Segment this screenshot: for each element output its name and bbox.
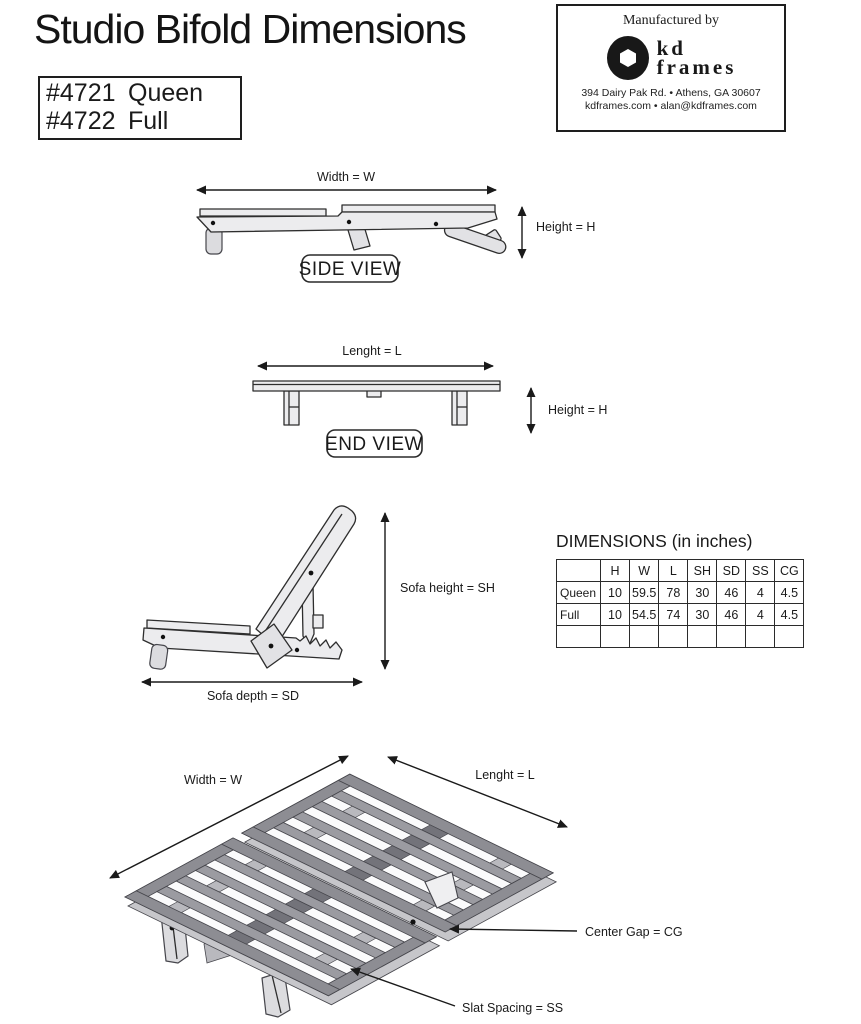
col-header-ss: SS xyxy=(746,560,775,582)
col-header-l: L xyxy=(659,560,688,582)
end-length-label: Lenght = L xyxy=(342,344,402,358)
sofa-front-leg xyxy=(149,644,168,670)
cell: 46 xyxy=(717,604,746,626)
left-leg xyxy=(284,391,299,425)
sofa-depth-label: Sofa depth = SD xyxy=(206,689,300,703)
page-title: Studio Bifold Dimensions xyxy=(34,6,466,52)
manufactured-by-label: Manufactured by xyxy=(622,13,720,28)
contact-line: kdframes.com • alan@kdframes.com xyxy=(585,100,757,112)
slat-spacing-label: Slat Spacing = SS xyxy=(462,1001,564,1015)
side-width-label: Width = W xyxy=(317,170,375,184)
cell: 4.5 xyxy=(775,604,804,626)
brand-line-kd: kd xyxy=(656,36,686,60)
side-view-diagram xyxy=(197,170,595,282)
right-leg xyxy=(452,391,467,425)
row-label: Full xyxy=(557,604,601,626)
end-height-label: Height = H xyxy=(548,403,608,417)
cell: 30 xyxy=(688,604,717,626)
model-size: Full xyxy=(128,107,169,135)
end-view-caption: END VIEW xyxy=(325,434,423,455)
center-gap-arrow xyxy=(450,929,577,931)
platform-slab xyxy=(253,381,500,391)
sofa-height-label: Sofa height = SH xyxy=(400,581,495,595)
cell: 30 xyxy=(688,582,717,604)
sofa-view-diagram xyxy=(142,506,495,703)
col-header-w: W xyxy=(630,560,659,582)
right-top-slat xyxy=(342,205,495,212)
cell: 4.5 xyxy=(775,582,804,604)
col-header-sd: SD xyxy=(717,560,746,582)
cell: 10 xyxy=(601,582,630,604)
cell: 54.5 xyxy=(630,604,659,626)
col-header-h: H xyxy=(601,560,630,582)
side-height-label: Height = H xyxy=(536,220,596,234)
address-line: 394 Dairy Pak Rd. • Athens, GA 30607 xyxy=(581,87,761,99)
cell: 46 xyxy=(717,582,746,604)
pivot-dot xyxy=(434,222,438,226)
pivot-dot xyxy=(211,221,215,225)
cell: 4 xyxy=(746,582,775,604)
cell: 4 xyxy=(746,604,775,626)
row-label: Queen xyxy=(557,582,601,604)
left-top-slat xyxy=(200,209,326,216)
dimensions-table-title: DIMENSIONS (in inches) xyxy=(556,531,753,551)
bottom-isometric-diagram xyxy=(110,756,683,1017)
side-view-caption: SIDE VIEW xyxy=(298,259,402,280)
brand-line-frames: frames xyxy=(656,55,737,79)
cell: 74 xyxy=(659,604,688,626)
cell: 78 xyxy=(659,582,688,604)
pivot-dot xyxy=(347,220,351,224)
slat-spacing-arrow xyxy=(351,969,455,1006)
col-header-cg: CG xyxy=(775,560,804,582)
iso-length-label: Lenght = L xyxy=(475,768,535,782)
model-number: #4721 xyxy=(46,79,116,107)
model-number: #4722 xyxy=(46,107,116,135)
end-view-diagram xyxy=(253,344,607,457)
iso-width-label: Width = W xyxy=(184,773,242,787)
center-gap-label: Center Gap = CG xyxy=(585,925,683,939)
cell: 59.5 xyxy=(630,582,659,604)
col-header-sh: SH xyxy=(688,560,717,582)
cell: 10 xyxy=(601,604,630,626)
model-size: Queen xyxy=(128,79,204,107)
